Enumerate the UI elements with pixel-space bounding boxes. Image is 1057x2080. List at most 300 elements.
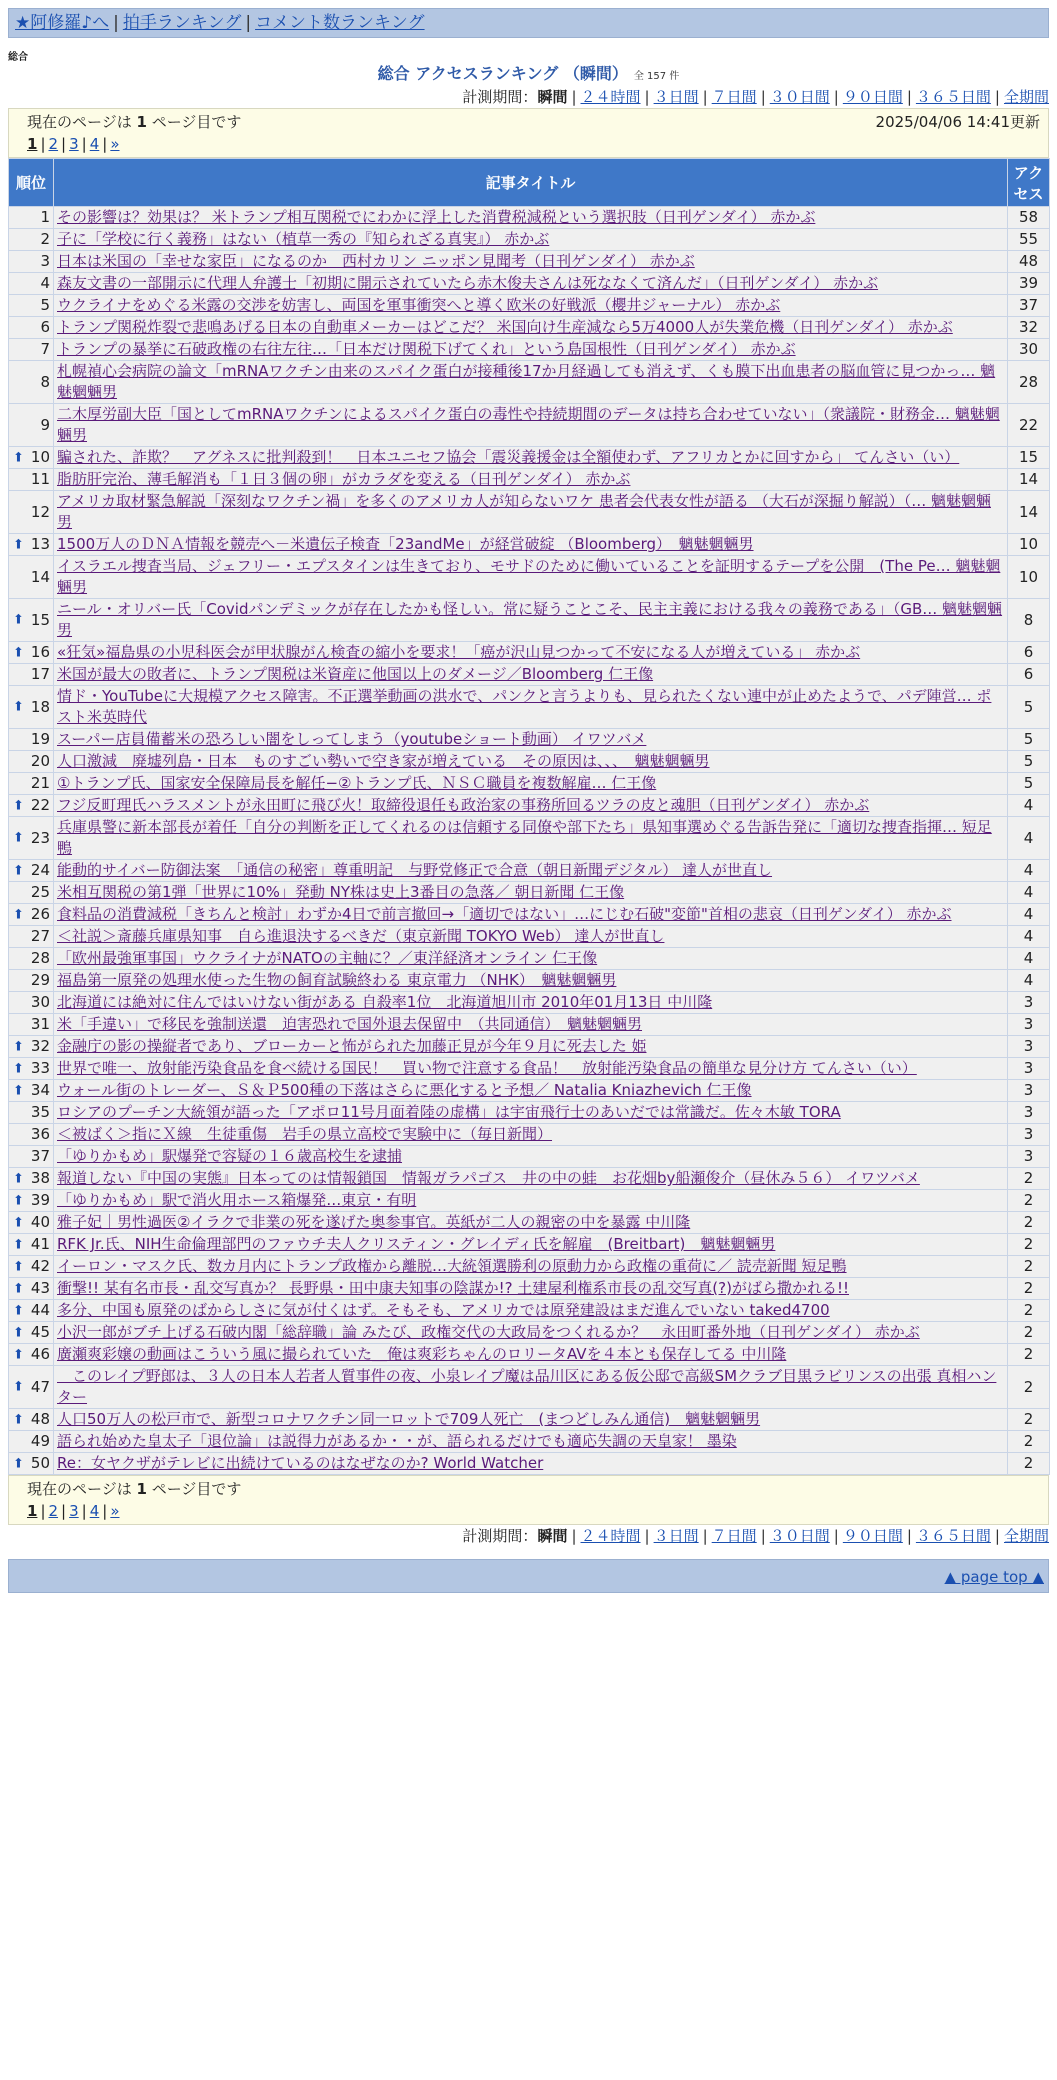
title-cell: [54, 534, 1008, 556]
rank-number: 35: [30, 1103, 50, 1121]
title-cell: [54, 207, 1008, 229]
article-link[interactable]: 世界で唯一、放射能汚染食品を食べ続ける国民！ 買い物で注意する食品！ 放射能汚染食品の簡単な見分け方 てんさい（い）: [57, 1059, 917, 1077]
period-current: 瞬間: [537, 1527, 568, 1545]
separator: |: [81, 1502, 87, 1520]
rank-up-arrow-icon: ⬆: [13, 1281, 24, 1296]
article-link[interactable]: 人口50万人の松戸市で、新型コロナワクチン同一ロットで709人死亡 (まつどしみん通信) 魑魅魍魎男: [57, 1410, 761, 1428]
article-link[interactable]: イーロン・マスク氏、数カ月内にトランプ政権から離脱…大統領選勝利の原動力から政権の重荷に／ 読売新聞 短足鴨: [57, 1257, 847, 1275]
article-link[interactable]: 「ゆりかもめ」駅爆発で容疑の１６歳高校生を逮捕: [57, 1147, 403, 1165]
article-link[interactable]: 騙された、詐欺？ アグネスに批判殺到！ 日本ユニセフ協会「震災義援金は全額使わず、アフリカとかに回すから」 てんさい（い）: [57, 448, 960, 466]
article-link[interactable]: 報道しない『中国の実態』日本ってのは情報鎖国 情報ガラパゴス 井の中の蛙 お花畑by船瀬俊介（昼休み５６） イワツバメ: [57, 1169, 920, 1187]
access-count: 32: [1008, 317, 1050, 339]
rank-cell: [9, 642, 54, 664]
page-link-2[interactable]: 2: [48, 135, 59, 153]
article-link[interactable]: スーパー店員備蓄米の恐ろしい闇をしってしまう（youtubeショート動画） イワツバメ: [57, 730, 647, 748]
table-row: [9, 1409, 1050, 1431]
rank-header: 順位: [9, 159, 54, 207]
rank-cell: [9, 664, 54, 686]
rank-cell: [9, 251, 54, 273]
access-count: 4: [1008, 860, 1050, 882]
rank-cell: [9, 556, 54, 599]
table-row: [9, 1190, 1050, 1212]
table-row: [9, 361, 1050, 404]
rank-cell: [9, 1080, 54, 1102]
table-row: [9, 556, 1050, 599]
rank-number: 40: [30, 1213, 50, 1231]
article-link[interactable]: ロシアのプーチン大統領が語った「アポロ11号月面着陸の虚構」は宇宙飛行士のあいだでは常識だ。佐々木敏 TORA: [57, 1103, 841, 1121]
access-count: 55: [1008, 229, 1050, 251]
article-link[interactable]: ＜社説＞斎藤兵庫県知事 自ら進退決するべきだ（東京新聞 TOKYO Web） 達人が世直し: [57, 927, 665, 945]
page-info-top: [8, 108, 1049, 158]
rank-cell: [9, 1322, 54, 1344]
access-count: 4: [1008, 817, 1050, 860]
access-count: 10: [1008, 534, 1050, 556]
article-link[interactable]: 「欧州最強軍事国」ウクライナがNATOの主軸に？／東洋経済オンライン 仁王像: [57, 949, 598, 967]
separator: |: [61, 135, 67, 153]
rank-number: 6: [40, 318, 50, 336]
comment-ranking-link[interactable]: コメント数ランキング: [255, 13, 425, 33]
rank-number: 20: [30, 752, 50, 770]
applause-ranking-link[interactable]: 拍手ランキング: [122, 13, 242, 33]
separator: |: [702, 88, 708, 106]
rank-cell: [9, 1102, 54, 1124]
period-option-2[interactable]: ７日間: [711, 88, 757, 106]
table-row: [9, 273, 1050, 295]
home-link[interactable]: ★阿修羅♪へ: [15, 13, 110, 33]
access-count: 8: [1008, 599, 1050, 642]
separator: |: [571, 1527, 577, 1545]
rank-number: 42: [30, 1257, 50, 1275]
rank-number: 17: [30, 665, 50, 683]
rank-up-arrow-icon: ⬆: [13, 1379, 24, 1395]
separator: |: [760, 1527, 766, 1545]
rank-number: 48: [30, 1410, 50, 1428]
title-cell: [54, 795, 1008, 817]
access-count: 6: [1008, 664, 1050, 686]
access-count: 4: [1008, 948, 1050, 970]
period-option-6[interactable]: 全期間: [1003, 88, 1049, 106]
access-count: 2: [1008, 1278, 1050, 1300]
rank-number: 27: [30, 927, 50, 945]
rank-number: 8: [40, 372, 50, 391]
article-link[interactable]: 札幌禎心会病院の論文「mRNAワクチン由来のスパイク蛋白が接種後17か月経過しても消えず、くも膜下出血患者の脳血管に見つかっ… 魑魅魍魎男: [57, 362, 996, 401]
table-row: [9, 1124, 1050, 1146]
rank-cell: [9, 1124, 54, 1146]
access-count: 14: [1008, 469, 1050, 491]
period-option-5[interactable]: ３６５日間: [915, 88, 991, 106]
separator: |: [40, 1502, 46, 1520]
page-wrapper: [8, 8, 1049, 1593]
title-cell: [54, 1146, 1008, 1168]
table-row: [9, 1234, 1050, 1256]
article-link[interactable]: 子に「学校に行く義務」はない（植草一秀の『知られざる真実』） 赤かぶ: [57, 230, 550, 248]
article-link[interactable]: 森友文書の一部開示に代理人弁護士「初期に開示されていたら赤木俊夫さんは死ななくて済んだ」（日刊ゲンダイ） 赤かぶ: [57, 274, 879, 292]
rank-number: 33: [30, 1059, 50, 1077]
rank-cell: [9, 948, 54, 970]
title-cell: [54, 904, 1008, 926]
rank-up-arrow-icon: ⬆: [13, 1237, 24, 1252]
title-cell: [54, 361, 1008, 404]
article-link[interactable]: 情ド・YouTubeに大規模アクセス障害。不正選挙動画の洪水で、パンクと言うよりも、見られたくない連中が止めたようで、パデ陣営… ポスト米英時代: [57, 687, 992, 726]
rank-cell: [9, 491, 54, 534]
rank-number: 39: [30, 1191, 50, 1209]
rank-up-arrow-icon: ⬆: [13, 798, 24, 813]
title-cell: [54, 447, 1008, 469]
access-count: 2: [1008, 1190, 1050, 1212]
title-cell: [54, 1278, 1008, 1300]
article-link[interactable]: RFK Jr.氏、NIH生命倫理部門のファウチ夫人クリスティン・グレイディ氏を解雇 (Breitbart) 魑魅魍魎男: [57, 1235, 776, 1253]
period-option-3[interactable]: ３０日間: [769, 1527, 830, 1545]
access-count: 4: [1008, 882, 1050, 904]
rank-number: 12: [30, 502, 50, 521]
table-row: [9, 970, 1050, 992]
article-link[interactable]: 1500万人のＤＮＡ情報を競売へ－米遺伝子検査「23andMe」が経営破綻 （Bloomberg） 魑魅魍魎男: [57, 535, 754, 553]
next-page-link[interactable]: »: [110, 135, 120, 153]
title-cell: [54, 1431, 1008, 1453]
article-link[interactable]: 福島第一原発の処理水使った生物の飼育試験終わる 東京電力 （NHK） 魑魅魍魎男: [57, 971, 617, 989]
period-current: 瞬間: [537, 88, 568, 106]
title-cell: [54, 1453, 1008, 1475]
period-option-0[interactable]: ２４時間: [580, 1527, 641, 1545]
period-option-4[interactable]: ９０日間: [842, 1527, 903, 1545]
rank-cell: [9, 317, 54, 339]
rank-number: 30: [30, 993, 50, 1011]
table-row: [9, 1146, 1050, 1168]
rank-number: 19: [30, 730, 50, 748]
title-cell: [54, 1322, 1008, 1344]
access-count: 58: [1008, 207, 1050, 229]
period-option-0[interactable]: ２４時間: [580, 88, 641, 106]
rank-cell: [9, 1431, 54, 1453]
ranking-title: 総合 アクセスランキング （瞬間）: [377, 64, 628, 83]
table-row: [9, 339, 1050, 361]
ranking-heading: [8, 62, 1049, 86]
title-cell: [54, 1344, 1008, 1366]
title-cell: [54, 404, 1008, 447]
title-cell: [54, 1124, 1008, 1146]
access-count: 37: [1008, 295, 1050, 317]
rank-cell: [9, 469, 54, 491]
title-cell: [54, 1366, 1008, 1409]
rank-number: 3: [40, 252, 50, 270]
rank-number: 2: [40, 230, 50, 248]
rank-number: 32: [30, 1037, 50, 1055]
separator: |: [760, 88, 766, 106]
rank-number: 15: [30, 610, 50, 629]
title-cell: [54, 317, 1008, 339]
article-link[interactable]: «狂気»福島県の小児科医会が甲状腺がん検査の縮小を要求！「癌が沢山見つかって不安になる人が増えている」 赤かぶ: [57, 643, 861, 661]
rank-cell: [9, 1014, 54, 1036]
article-link[interactable]: 米国が最大の敗者に、トランプ関税は米資産に他国以上のダメージ／Bloomberg 仁王像: [57, 665, 654, 683]
table-row: [9, 251, 1050, 273]
article-link[interactable]: ウクライナをめぐる米露の交渉を妨害し、両国を軍事衝突へと導く欧米の好戦派（櫻井ジャーナル） 赤かぶ: [57, 296, 781, 314]
table-row: [9, 1344, 1050, 1366]
rank-cell: [9, 1409, 54, 1431]
rank-cell: [9, 1366, 54, 1409]
rank-cell: [9, 1256, 54, 1278]
rank-number: 13: [30, 535, 50, 553]
title-cell: [54, 469, 1008, 491]
article-link[interactable]: フジ反町理氏ハラスメントが永田町に飛び火！取締役退任も政治家の事務所回るツラの皮と魂胆（日刊ゲンダイ） 赤かぶ: [57, 796, 870, 814]
access-count: 5: [1008, 751, 1050, 773]
rank-up-arrow-icon: ⬆: [13, 645, 24, 660]
page-link-2[interactable]: 2: [48, 1502, 59, 1520]
table-row: [9, 1322, 1050, 1344]
page-link-1[interactable]: 1: [27, 135, 38, 153]
table-row: [9, 1058, 1050, 1080]
rank-up-arrow-icon: ⬆: [13, 1171, 24, 1186]
table-row: [9, 404, 1050, 447]
separator: |: [102, 135, 108, 153]
rank-cell: [9, 229, 54, 251]
period-option-1[interactable]: ３日間: [653, 88, 699, 106]
page-info-bottom: [8, 1475, 1049, 1525]
rank-cell: [9, 1146, 54, 1168]
access-count: 3: [1008, 1014, 1050, 1036]
table-row: [9, 229, 1050, 251]
separator: |: [702, 1527, 708, 1545]
rank-number: 10: [30, 448, 50, 466]
table-row: [9, 1366, 1050, 1409]
period-option-6[interactable]: 全期間: [1003, 1527, 1049, 1545]
pagination-top: [27, 133, 1040, 155]
article-link[interactable]: ニール・オリバー氏「Covidパンデミックが存在したかも怪しい。常に疑うことこそ、民主主義における我々の義務である」（GB… 魑魅魍魎男: [57, 600, 1003, 639]
access-count: 3: [1008, 1102, 1050, 1124]
article-link[interactable]: トランプの暴挙に石破政権の右往左往…「日本だけ関税下げてくれ」という島国根性（日刊ゲンダイ） 赤かぶ: [57, 340, 796, 358]
rank-cell: [9, 1453, 54, 1475]
rank-cell: [9, 970, 54, 992]
rank-cell: [9, 992, 54, 1014]
rank-up-arrow-icon: ⬆: [13, 863, 24, 878]
access-header: アクセス: [1008, 159, 1050, 207]
access-count: 10: [1008, 556, 1050, 599]
period-selector-bottom: [8, 1525, 1049, 1547]
title-cell: [54, 817, 1008, 860]
rank-cell: [9, 817, 54, 860]
rank-number: 4: [40, 274, 50, 292]
article-link[interactable]: 二木厚労副大臣「国としてmRNAワクチンによるスパイク蛋白の毒性や持続期間のデータは持ち合わせていない」（衆議院・財務金… 魑魅魍魎男: [57, 405, 1000, 444]
page-link-3[interactable]: 3: [69, 135, 79, 153]
table-row: [9, 795, 1050, 817]
table-row: [9, 599, 1050, 642]
period-option-5[interactable]: ３６５日間: [915, 1527, 991, 1545]
separator: |: [245, 13, 252, 33]
rank-cell: [9, 1234, 54, 1256]
access-count: 3: [1008, 1124, 1050, 1146]
access-count: 4: [1008, 795, 1050, 817]
article-link[interactable]: ①トランプ氏、国家安全保障局長を解任−②トランプ氏、ＮＳＣ職員を複数解雇… 仁王像: [57, 774, 657, 792]
rank-number: 21: [30, 774, 50, 792]
title-cell: [54, 1058, 1008, 1080]
table-row: [9, 882, 1050, 904]
table-row: [9, 1168, 1050, 1190]
article-link[interactable]: 「ゆりかもめ」駅で消火用ホース箱爆発…東京・有明: [57, 1191, 417, 1209]
rank-up-arrow-icon: ⬆: [13, 612, 24, 628]
rank-number: 28: [30, 949, 50, 967]
pagination-bottom: [27, 1500, 1040, 1522]
article-link[interactable]: 廣瀬爽彩嬢の動画はこういう風に撮られていた＿俺は爽彩ちゃんのロリータAVを４本とも保存してる 中川隆: [57, 1345, 787, 1363]
access-count: 3: [1008, 1036, 1050, 1058]
next-page-link[interactable]: »: [110, 1502, 120, 1520]
rank-cell: [9, 361, 54, 404]
title-cell: [54, 882, 1008, 904]
article-link[interactable]: 衝撃!! 某有名市長・乱交写真か？ 長野県・田中康夫知事の陰謀か!? 土建屋利権系市長の乱交写真(?)がばら撒かれる!!: [57, 1279, 850, 1297]
rank-cell: [9, 1190, 54, 1212]
rank-up-arrow-icon: ⬆: [13, 1456, 24, 1471]
article-link[interactable]: 米「手違い」で移民を強制送還 迫害恐れで国外退去保留中 （共同通信） 魑魅魍魎男: [57, 1015, 643, 1033]
access-count: 3: [1008, 992, 1050, 1014]
article-link[interactable]: 脂肪肝完治、薄毛解消も「１日３個の卵」がカラダを変える（日刊ゲンダイ） 赤かぶ: [57, 470, 631, 488]
title-cell: [54, 273, 1008, 295]
title-cell: [54, 1409, 1008, 1431]
table-row: [9, 1278, 1050, 1300]
title-cell: [54, 1168, 1008, 1190]
table-row: [9, 751, 1050, 773]
article-link[interactable]: 米相互関税の第1弾「世界に10%」発動 NY株は史上3番目の急落／ 朝日新聞 仁王像: [57, 883, 625, 901]
article-link[interactable]: ウォール街のトレーダー、Ｓ＆Ｐ500種の下落はさらに悪化すると予想／ Natalia Kniazhevich 仁王像: [57, 1081, 752, 1099]
rank-up-arrow-icon: ⬆: [13, 450, 24, 465]
rank-cell: [9, 273, 54, 295]
rank-number: 24: [30, 861, 50, 879]
access-count: 4: [1008, 926, 1050, 948]
rank-cell: [9, 339, 54, 361]
period-option-2[interactable]: ７日間: [711, 1527, 757, 1545]
article-link[interactable]: 北海道には絶対に住んではいけない街がある 自殺率1位 北海道旭川市 2010年01月13日 中川隆: [57, 993, 713, 1011]
access-count: 2: [1008, 1168, 1050, 1190]
rank-up-arrow-icon: ⬆: [13, 699, 24, 715]
rank-cell: [9, 860, 54, 882]
rank-up-arrow-icon: ⬆: [13, 1083, 24, 1098]
rank-cell: [9, 686, 54, 729]
article-link[interactable]: アメリカ取材緊急解説「深刻なワクチン禍」を多くのアメリカ人が知らないワケ 患者会代表女性が語る （大石が深掘り解説）（… 魑魅魍魎男: [57, 492, 991, 531]
title-cell: [54, 773, 1008, 795]
article-link[interactable]: 能動的サイバー防御法案 「通信の秘密」尊重明記 与野党修正で合意（朝日新聞デジタル） 達人が世直し: [57, 861, 773, 879]
page-top-link[interactable]: ▲ page top ▲: [944, 1568, 1044, 1586]
article-link[interactable]: 多分、中国も原発のばからしさに気が付くはず。そもそも、アメリカでは原発建設はまだ進んでいない taked4700: [57, 1301, 830, 1319]
rank-up-arrow-icon: ⬆: [13, 537, 24, 552]
table-row: [9, 686, 1050, 729]
rank-cell: [9, 904, 54, 926]
access-count: 15: [1008, 447, 1050, 469]
rank-number: 50: [30, 1454, 50, 1472]
period-option-3[interactable]: ３０日間: [769, 88, 830, 106]
rank-cell: [9, 729, 54, 751]
article-link[interactable]: このレイプ野郎は、３人の日本人若者人質事件の夜、小泉レイプ魔は品川区にある仮公邸で高級SMクラブ目黒ラビリンスの出張 真相ハンター: [57, 1367, 997, 1406]
article-link[interactable]: 兵庫県警に新本部長が着任「自分の判断を正してくれるのは信頼する同僚や部下たち」県知事選めぐる告訴告発に「適切な捜査指揮… 短足鴨: [57, 818, 992, 857]
title-cell: [54, 970, 1008, 992]
access-count: 2: [1008, 1366, 1050, 1409]
rank-up-arrow-icon: ⬆: [13, 1061, 24, 1076]
article-link[interactable]: トランプ関税炸裂で悲鳴あげる日本の自動車メーカーはどこだ？ 米国向け生産減なら5万4000人が失業危機（日刊ゲンダイ） 赤かぶ: [57, 318, 953, 336]
separator: |: [81, 135, 87, 153]
access-count: 5: [1008, 686, 1050, 729]
title-header: 記事タイトル: [54, 159, 1008, 207]
rank-number: 11: [30, 470, 50, 488]
ranking-table: [8, 158, 1050, 1475]
table-row: [9, 729, 1050, 751]
rank-cell: [9, 751, 54, 773]
table-row: [9, 1300, 1050, 1322]
rank-number: 44: [30, 1301, 50, 1319]
title-cell: [54, 992, 1008, 1014]
total-count: 全 157 件: [633, 71, 680, 82]
article-link[interactable]: 食料品の消費減税「きちんと検討」わずか4日で前言撤回→「適切ではない」…にじむ石破"変節"首相の悲哀（日刊ゲンダイ） 赤かぶ: [57, 905, 952, 923]
page-link-4[interactable]: 4: [89, 135, 100, 153]
rank-number: 43: [30, 1279, 50, 1297]
rank-number: 22: [30, 796, 50, 814]
access-count: 2: [1008, 1431, 1050, 1453]
access-count: 2: [1008, 1453, 1050, 1475]
article-link[interactable]: 雅子妃｜男性過医②イラクで非業の死を遂げた奥参事官。英紙が二人の親密の中を暴露 中川隆: [57, 1213, 691, 1231]
period-option-4[interactable]: ９０日間: [842, 88, 903, 106]
rank-number: 36: [30, 1125, 50, 1143]
table-row: [9, 1036, 1050, 1058]
article-link[interactable]: その影響は？効果は？ 米トランプ相互関税でにわかに浮上した消費税減税という選択肢（日刊ゲンダイ） 赤かぶ: [57, 208, 816, 226]
rank-up-arrow-icon: ⬆: [13, 1347, 24, 1362]
page-link-3[interactable]: 3: [69, 1502, 79, 1520]
title-cell: [54, 1256, 1008, 1278]
article-link[interactable]: 日本は米国の「幸せな家臣」になるのか 西村カリン ニッポン見聞考（日刊ゲンダイ） 赤かぶ: [57, 252, 695, 270]
table-row: [9, 295, 1050, 317]
rank-number: 31: [30, 1015, 50, 1033]
current-page-text: 現在のページは 1 ページ目です: [27, 113, 242, 131]
access-count: 6: [1008, 642, 1050, 664]
table-row: [9, 1431, 1050, 1453]
rank-number: 16: [30, 643, 50, 661]
article-link[interactable]: イスラエル捜査当局、ジェフリー・エプスタインは生きており、モサドのために働いていることを証明するテープを公開 (The Pe… 魑魅魍魎男: [57, 557, 1001, 596]
period-label: 計測期間：: [462, 1527, 538, 1545]
table-row: [9, 317, 1050, 339]
rank-up-arrow-icon: ⬆: [13, 907, 24, 922]
access-count: 4: [1008, 970, 1050, 992]
table-row: [9, 642, 1050, 664]
top-nav-bar: [8, 8, 1049, 38]
rank-up-arrow-icon: ⬆: [13, 1412, 24, 1427]
access-count: 2: [1008, 1322, 1050, 1344]
rank-up-arrow-icon: ⬆: [13, 1039, 24, 1054]
period-option-1[interactable]: ３日間: [653, 1527, 699, 1545]
title-cell: [54, 642, 1008, 664]
title-cell: [54, 926, 1008, 948]
rank-number: 26: [30, 905, 50, 923]
title-cell: [54, 948, 1008, 970]
article-link[interactable]: 語られ始めた皇太子「退位論」は説得力があるか・・が、語られるだけでも適応失調の天皇家！ 墨染: [57, 1432, 737, 1450]
article-link[interactable]: Re：女ヤクザがテレビに出続けているのはなぜなのか? World Watcher: [57, 1454, 544, 1472]
title-cell: [54, 1300, 1008, 1322]
article-link[interactable]: 小沢一郎がブチ上げる石破内閣「総辞職」論 みたび、政権交代の大政局をつくれるか？ 永田町番外地（日刊ゲンダイ） 赤かぶ: [57, 1323, 920, 1341]
page-link-1[interactable]: 1: [27, 1502, 38, 1520]
access-count: 48: [1008, 251, 1050, 273]
access-count: 30: [1008, 339, 1050, 361]
rank-cell: [9, 447, 54, 469]
title-cell: [54, 1190, 1008, 1212]
rank-up-arrow-icon: ⬆: [13, 1193, 24, 1208]
rank-number: 47: [30, 1377, 50, 1396]
rank-number: 1: [40, 208, 50, 226]
title-cell: [54, 1036, 1008, 1058]
rank-number: 29: [30, 971, 50, 989]
table-row: [9, 534, 1050, 556]
page-link-4[interactable]: 4: [89, 1502, 100, 1520]
title-cell: [54, 1212, 1008, 1234]
article-link[interactable]: ＜被ばく＞指にＸ線 生徒重傷 岩手の県立高校で実験中に（毎日新聞）: [57, 1125, 553, 1143]
separator: |: [644, 1527, 650, 1545]
table-row: [9, 1014, 1050, 1036]
article-link[interactable]: 金融庁の影の操縦者であり、ブローカーと怖がられた加藤正見が今年９月に死去した 姫: [57, 1037, 647, 1055]
table-row: [9, 1102, 1050, 1124]
table-row: [9, 664, 1050, 686]
article-link[interactable]: 人口激減 廃墟列島・日本 ものすごい勢いで空き家が増えている その原因は、、、 魑魅魍魎男: [57, 752, 710, 770]
